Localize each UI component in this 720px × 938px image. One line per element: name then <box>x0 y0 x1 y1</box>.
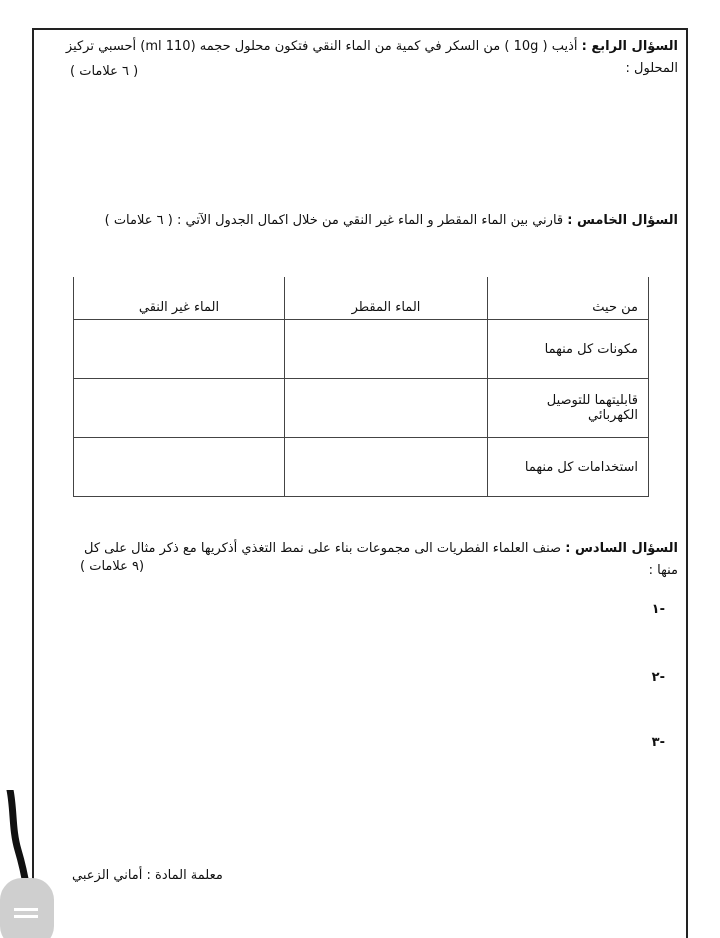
table-row <box>74 438 649 497</box>
question-6-marks: (٩ علامات ) <box>80 559 145 574</box>
question-6-text: صنف العلماء الفطريات الى مجموعات بناء على نمط التغذي أذكريها مع ذكر مثال على كل منها : <box>83 541 678 578</box>
table-row <box>74 379 649 438</box>
answer-line-2: -٢ <box>651 670 665 685</box>
table-header-impure: الماء غير النقي <box>74 277 285 320</box>
table-cell-impure[interactable] <box>74 438 285 497</box>
table-cell-distilled[interactable] <box>285 320 488 379</box>
question-4-marks: ( ٦ علامات ) <box>70 64 139 79</box>
table-header-aspect: من حيث <box>488 277 649 320</box>
question-5-marks: ( ٦ علامات ) <box>104 213 173 228</box>
answer-line-1: -١ <box>651 602 665 617</box>
table-cell-aspect: استخدامات كل منهما <box>488 438 649 497</box>
question-6 <box>78 538 678 582</box>
table-cell-distilled[interactable] <box>285 379 488 438</box>
teacher-signature: معلمة المادة : أماني الزعبي <box>72 868 223 883</box>
question-4 <box>58 36 678 80</box>
device-edge-graphic <box>0 790 62 938</box>
question-5-label: السؤال الخامس : <box>567 213 678 228</box>
table-cell-aspect: قابليتهما للتوصيل الكهربائي <box>488 379 649 438</box>
answer-line-3: -٣ <box>651 735 665 750</box>
table-cell-aspect: مكونات كل منهما <box>488 320 649 379</box>
table-cell-impure[interactable] <box>74 320 285 379</box>
question-5 <box>78 210 678 232</box>
table-header-row <box>74 277 649 320</box>
question-4-text: أذيب ( 10g ) من السكر في كمية من الماء النقي فتكون محلول حجمه (110 ml) أحسبي تركيز المحلول : <box>65 39 678 76</box>
table-row <box>74 320 649 379</box>
table-cell-distilled[interactable] <box>285 438 488 497</box>
question-5-text: قارني بين الماء المقطر و الماء غير النقي من خلال اكمال الجدول الآتي : <box>176 213 564 228</box>
table-cell-impure[interactable] <box>74 379 285 438</box>
question-4-label: السؤال الرابع : <box>581 39 678 54</box>
comparison-table <box>73 277 649 497</box>
question-6-label: السؤال السادس : <box>565 541 678 556</box>
table-header-distilled: الماء المقطر <box>285 277 488 320</box>
